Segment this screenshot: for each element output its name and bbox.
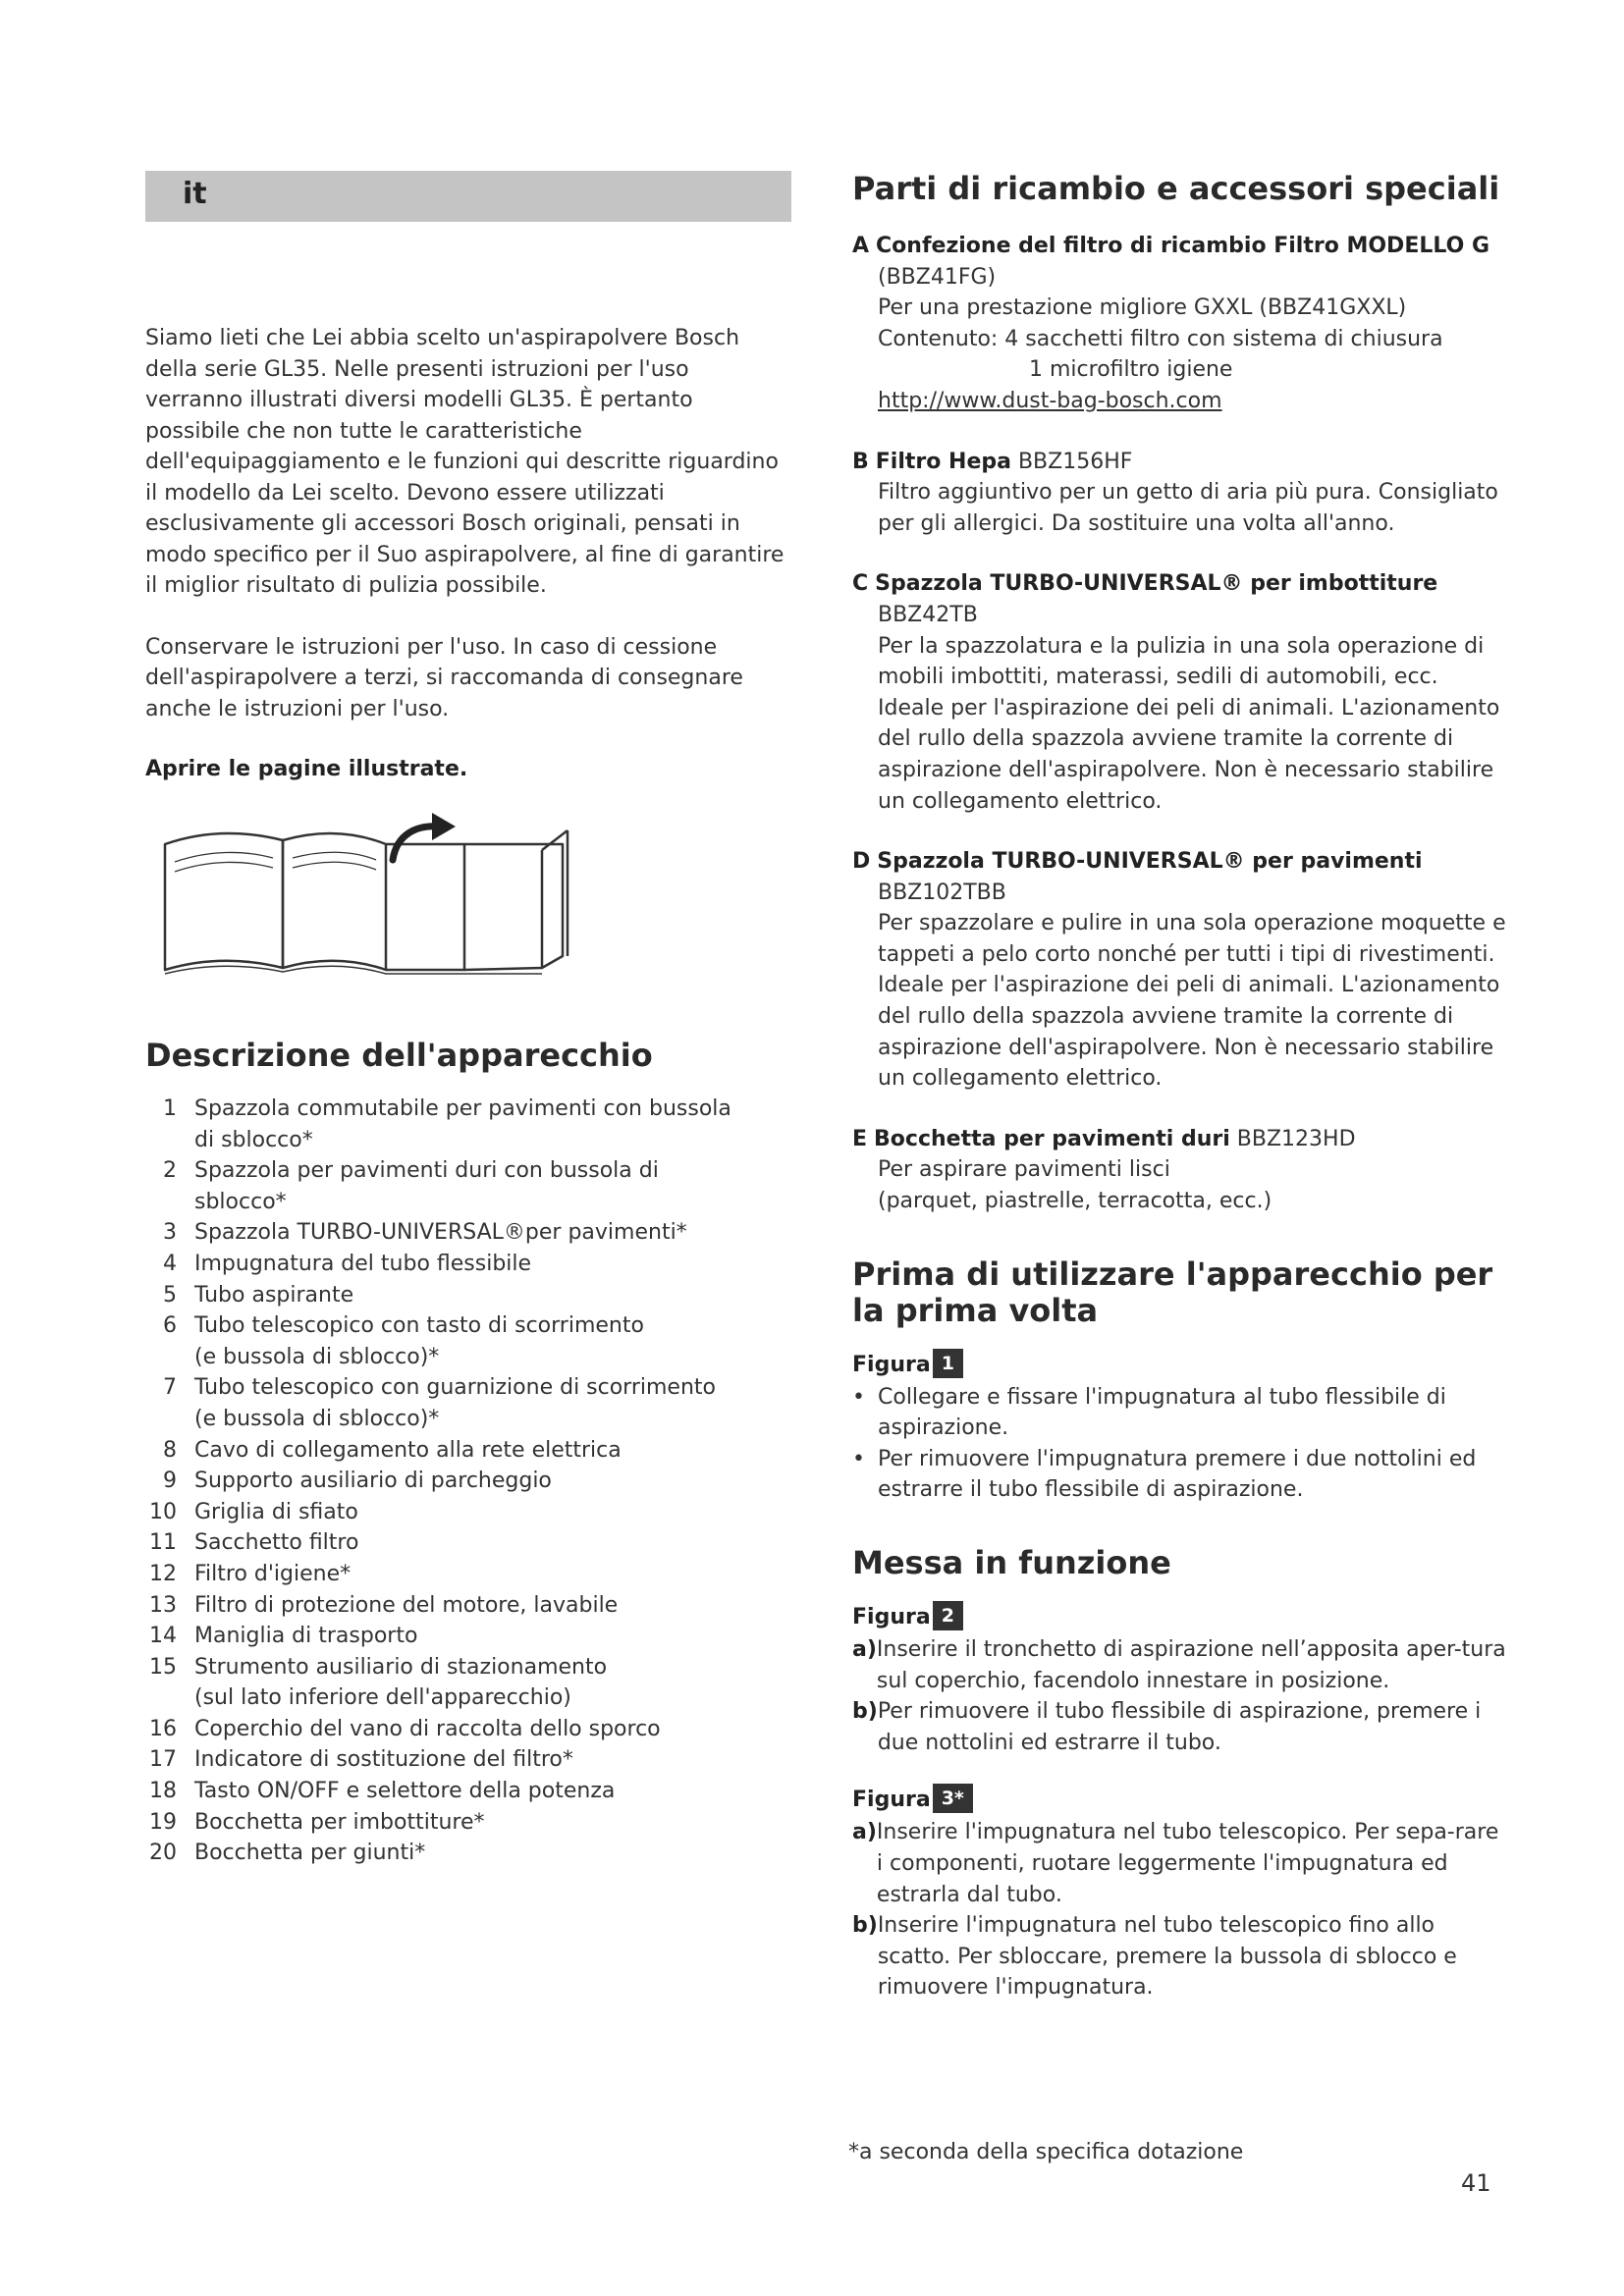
list-item: 12 Filtro d'igiene* bbox=[149, 1561, 352, 1586]
list-item: 2 Spazzola per pavimenti duri con bussola di sblocco* bbox=[163, 1158, 659, 1214]
figure-2-step-b: b) Per rimuovere il tubo flessibile di aspirazione, premere i due nottolini ed estrarre il tubo. bbox=[852, 1699, 1482, 1755]
list-item: 14 Maniglia di trasporto bbox=[149, 1624, 418, 1649]
intro-paragraph-2: Conservare le istruzioni per l'uso. In caso di cessione dell'aspirapolvere a terzi, si raccomanda di consegnare anche le istruzioni per l'uso. bbox=[145, 634, 743, 721]
language-tag-bar bbox=[145, 171, 791, 222]
list-item: 17 Indicatore di sostituzione del filtro* bbox=[149, 1747, 573, 1773]
accessory-d: D Spazzola TURBO-UNIVERSAL® per pavimenti BBZ102TBB Per spazzolare e pulire in una sola operazione moquette e tappeti a pelo corto nonché per tutti i tipi di rivestimenti. Ideale per l'aspirazione dei peli di animali. L'azionamento del rullo della spazzola avviene tramite la corrente di aspirazione dell'aspirapolvere. Non è necessario stabilire un collegamento elettrico. bbox=[852, 849, 1506, 1092]
figure-3-step-b: b) Inserire l'impugnatura nel tubo telescopico fino allo scatto. Per sbloccare, premere la bussola di sblocco e rimuovere l'impugnatura. bbox=[852, 1913, 1457, 2001]
list-item: 13 Filtro di protezione del motore, lavabile bbox=[149, 1592, 619, 1618]
list-item: 8 Cavo di collegamento alla rete elettrica bbox=[163, 1437, 622, 1463]
list-item: 20 Bocchetta per giunti* bbox=[149, 1841, 426, 1866]
first-use-title: Prima di utilizzare l'apparecchio per la prima volta bbox=[852, 1255, 1493, 1329]
figure-2-badge: 2 bbox=[935, 1603, 961, 1629]
list-item: 7 Tubo telescopico con guarnizione di scorrimento (e bussola di sblocco)* bbox=[163, 1375, 716, 1431]
figure-2-label: Figura 2 bbox=[852, 1601, 1510, 1634]
intro-paragraph-1: Siamo lieti che Lei abbia scelto un'aspirapolvere Bosch della serie GL35. Nelle presenti istruzioni per l'uso verranno illustrati diversi modelli GL35. È pertanto possibile che non tutte le caratteristiche dell'equipaggiamento e le funzioni qui descritte riguardino il modello da Lei scelto. Devono essere utilizzati esclusivamente gli accessori Bosch originali, pensati in modo specifico per il Suo aspirapolvere, al fine di garantire il miglior risultato di pulizia possibile. bbox=[145, 326, 785, 598]
description-title: Descrizione dell'apparecchio bbox=[145, 1037, 653, 1074]
list-item: 1 Spazzola commutabile per pavimenti con bussola di sblocco* bbox=[163, 1096, 731, 1152]
figure-1-badge: 1 bbox=[935, 1351, 961, 1376]
accessory-e: E Bocchetta per pavimenti duri BBZ123HD Per aspirare pavimenti lisci (parquet, piastrelle, terracotta, ecc.) bbox=[852, 1126, 1356, 1214]
list-item: 11 Sacchetto filtro bbox=[149, 1530, 359, 1556]
figure-3-label: Figura 3* bbox=[852, 1784, 1510, 1817]
list-item: 19 Bocchetta per imbottiture* bbox=[149, 1809, 485, 1835]
figure-3-badge: 3* bbox=[935, 1786, 971, 1811]
parts-list bbox=[145, 1094, 791, 1869]
first-use-bullets bbox=[852, 1382, 1510, 1506]
open-pages-instruction: Aprire le pagine illustrate. bbox=[145, 757, 468, 781]
list-item: 15 Strumento ausiliario di stazionamento (sul lato inferiore dell'apparecchio) bbox=[149, 1654, 608, 1711]
figure-2-step-a: a) Inserire il tronchetto di aspirazione nell’apposita aper-tura sul coperchio, facendolo innestare in posizione. bbox=[852, 1637, 1506, 1693]
dust-bag-link[interactable]: http://www.dust-bag-bosch.com bbox=[878, 388, 1222, 413]
list-item: • Collegare e fissare l'impugnatura al tubo flessibile di aspirazione. bbox=[852, 1384, 1446, 1441]
list-item: 6 Tubo telescopico con tasto di scorrimento (e bussola di sblocco)* bbox=[163, 1313, 644, 1369]
accessory-c: C Spazzola TURBO-UNIVERSAL® per imbottiture BBZ42TB Per la spazzolatura e la pulizia in una sola operazione di mobili imbottiti, materassi, sedili di automobili, ecc. Ideale per l'aspirazione dei peli di animali. L'azionamento del rullo della spazzola avviene tramite la corrente di aspirazione dell'aspirapolvere. Non è necessario stabilire un collegamento elettrico. bbox=[852, 571, 1500, 814]
open-book-illustration bbox=[145, 801, 577, 984]
list-item: • Per rimuovere l'impugnatura premere i due nottolini ed estrarre il tubo flessibile di aspirazione. bbox=[852, 1446, 1477, 1503]
operation-title: Messa in funzione bbox=[852, 1544, 1171, 1581]
list-item: 9 Supporto ausiliario di parcheggio bbox=[163, 1468, 552, 1494]
accessories-title: Parti di ricambio e accessori speciali bbox=[852, 170, 1500, 207]
accessory-b: B Filtro Hepa BBZ156HF Filtro aggiuntivo per un getto di aria più pura. Consigliato per gli allergici. Da sostituire una volta all'anno. bbox=[852, 449, 1498, 536]
list-item: 10 Griglia di sfiato bbox=[149, 1499, 358, 1524]
language-tag: it bbox=[183, 177, 207, 211]
footnote: *a seconda della specifica dotazione bbox=[848, 2140, 1244, 2164]
figure-1-label: Figura 1 bbox=[852, 1349, 1510, 1382]
list-item: 16 Coperchio del vano di raccolta dello sporco bbox=[149, 1716, 661, 1741]
list-item: 4 Impugnatura del tubo flessibile bbox=[163, 1251, 532, 1276]
list-item: 5 Tubo aspirante bbox=[163, 1282, 354, 1308]
list-item: 3 Spazzola TURBO-UNIVERSAL®per pavimenti* bbox=[163, 1220, 687, 1246]
list-item: 18 Tasto ON/OFF e selettore della potenza bbox=[149, 1779, 616, 1804]
right-column bbox=[852, 171, 1510, 2003]
left-column bbox=[145, 171, 791, 1869]
figure-3-step-a: a) Inserire l'impugnatura nel tubo telescopico. Per sepa-rare i componenti, ruotare leggermente l'impugnatura ed estrarla dal tubo. bbox=[852, 1820, 1499, 1907]
page-number: 41 bbox=[1461, 2169, 1491, 2197]
accessory-a: A Confezione del filtro di ricambio Filtro MODELLO G (BBZ41FG) Per una prestazione migliore GXXL (BBZ41GXXL) Contenuto: 4 sacchetti filtro con sistema di chiusura 1 microfiltro igiene http://www.dust-bag-bosch.com bbox=[852, 234, 1490, 413]
